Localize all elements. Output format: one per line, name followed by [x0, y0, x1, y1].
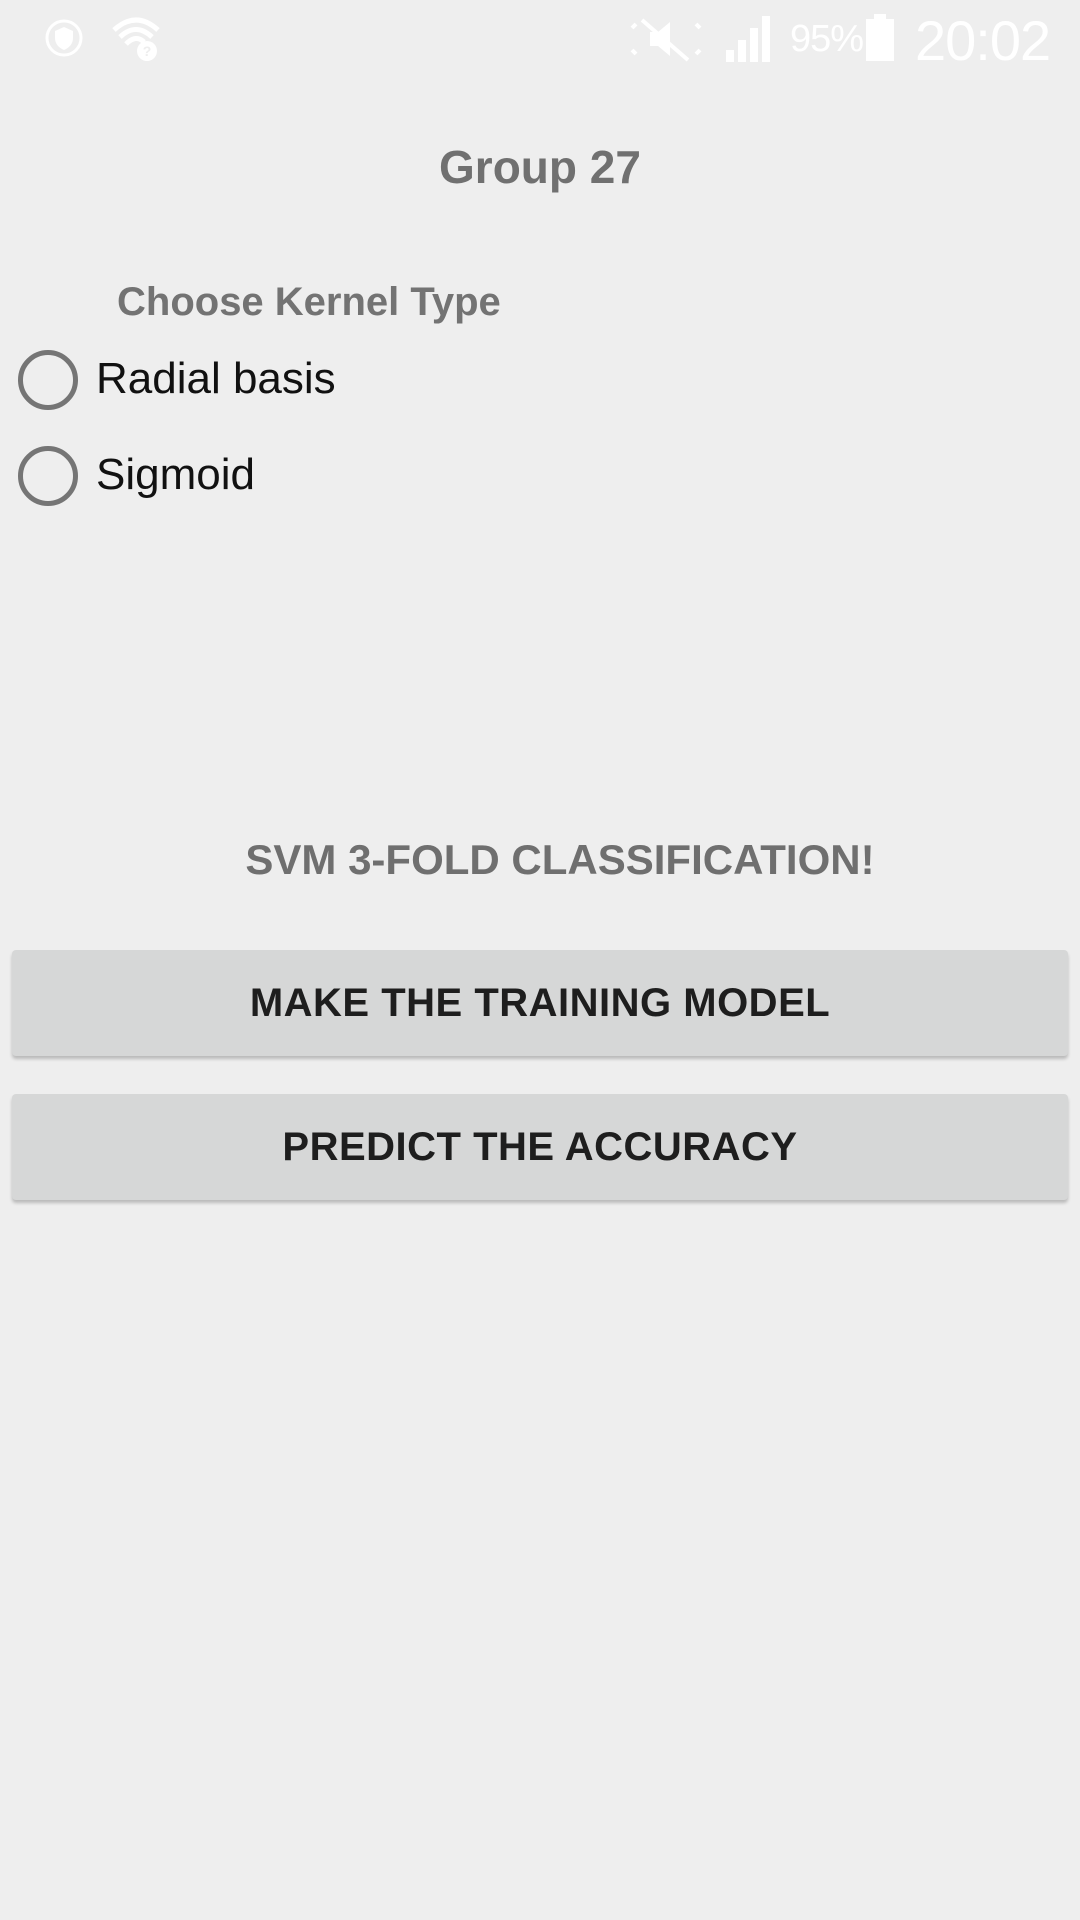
wifi-question-icon	[110, 14, 162, 67]
radio-sigmoid[interactable]	[0, 436, 600, 516]
status-bar	[0, 0, 1080, 78]
radio-label-sigmoid[interactable]: Sigmoid	[96, 450, 255, 499]
battery-percent: 95%	[790, 18, 864, 60]
radio-button-circle[interactable]	[18, 446, 78, 506]
status-time: 20:02	[915, 9, 1051, 72]
mute-icon	[628, 14, 704, 69]
signal-icon	[724, 14, 774, 69]
radio-button-circle[interactable]	[18, 350, 78, 410]
radio-radial-basis[interactable]	[0, 340, 600, 420]
make-training-model-button[interactable]: MAKE THE TRAINING MODEL	[12, 950, 1068, 1056]
classification-heading: SVM 3-FOLD CLASSIFICATION!	[245, 836, 875, 883]
battery-icon	[864, 14, 896, 67]
kernel-type-label: Choose Kernel Type	[117, 280, 501, 324]
predict-accuracy-button[interactable]: PREDICT THE ACCURACY	[12, 1094, 1068, 1200]
svg-text:?: ?	[142, 43, 152, 59]
shield-icon	[44, 18, 84, 63]
radio-label-radial-basis[interactable]: Radial basis	[96, 354, 336, 403]
page-title: Group 27	[439, 141, 641, 193]
